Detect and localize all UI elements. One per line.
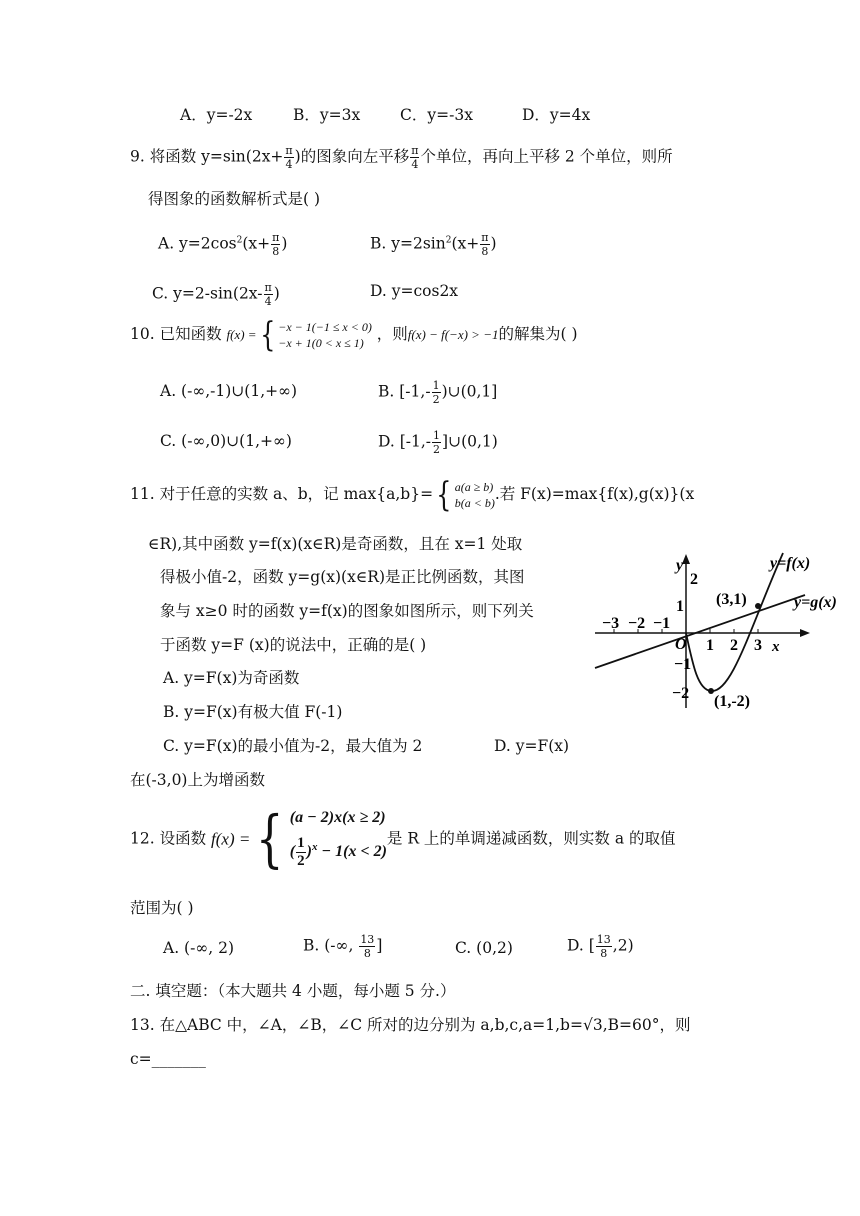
x-axis-label: x bbox=[772, 639, 780, 655]
q10-option-b: B. [-1,- $\frac{1}{2}$ )∪(0,1] bbox=[378, 379, 498, 406]
q10-option-d: D. [-1,- $\frac{1}{2}$ ]∪(0,1) bbox=[378, 429, 498, 456]
q8-option-b: B．y=3x bbox=[293, 106, 361, 124]
q9-stem: 9. 将函数 y=sin(2x+ $\frac{\pi}{4}$ )的图象向左平移 $\frac{\pi}{4}$ 个单位，再向上平移 2 个单位，则所 bbox=[130, 144, 673, 171]
q11-option-a: A. y=F(x)为奇函数 bbox=[163, 669, 300, 687]
q12-stem: 12. 设函数 f(x) ={ (a − 2)x(x ≥ 2) ( $\frac{1}{2}$ )$^x$ − 1(x < 2) 是 R 上的单调递减函数，则实数 a 的取值 bbox=[130, 802, 676, 875]
svg-text:−1: −1 bbox=[674, 656, 692, 673]
q8-option-a: A．y=-2x bbox=[180, 106, 253, 124]
svg-text:−3: −3 bbox=[602, 615, 620, 632]
y-axis-label: y bbox=[676, 557, 684, 574]
function-graph bbox=[590, 548, 852, 716]
origin-label: O bbox=[675, 636, 687, 653]
q11-option-d-continued: 在(-3,0)上为增函数 bbox=[130, 771, 265, 789]
q12-option-a: A. (-∞, 2) bbox=[163, 939, 235, 957]
q11-option-d: D. y=F(x) bbox=[494, 737, 570, 755]
f-curve bbox=[686, 553, 783, 691]
svg-text:2: 2 bbox=[730, 637, 738, 654]
q11-option-c: C. y=F(x)的最小值为-2，最大值为 2 bbox=[163, 737, 423, 755]
piecewise-brace: { bbox=[256, 802, 284, 875]
svg-text:−1: −1 bbox=[653, 615, 671, 632]
q11-line3: 得极小值-2，函数 y=g(x)(x∈R)是正比例函数，其图 bbox=[160, 568, 525, 586]
q11-stem: 11. 对于任意的实数 a、b，记 max{a,b}={ a(a ≥ b) b(a < b) .若 F(x)=max{f(x),g(x)}(x bbox=[130, 475, 695, 515]
q11-option-b: B. y=F(x)有极大值 F(-1) bbox=[163, 703, 343, 721]
max-brace: { bbox=[436, 475, 452, 515]
q8-option-c: C．y=-3x bbox=[400, 106, 473, 124]
q11-line2: ∈R),其中函数 y=f(x)(x∈R)是奇函数，且在 x=1 处取 bbox=[148, 535, 523, 553]
section-heading: 二. 填空题：（本大题共 4 小题，每小题 5 分.） bbox=[130, 982, 456, 1000]
svg-text:−2: −2 bbox=[672, 685, 690, 702]
q8-option-d: D．y=4x bbox=[522, 106, 591, 124]
y-axis-arrow-icon bbox=[682, 554, 690, 564]
q9-option-c: C. y=2-sin(2x- $\frac{\pi}{4}$ ) bbox=[152, 281, 280, 308]
point-3-1-label: (3,1) bbox=[716, 591, 747, 608]
q10-stem: 10. 已知函数 f(x) ={ −x − 1(−1 ≤ x < 0) −x + 1(0 < x ≤ 1) ，则f(x) − f(−x) > −1的解集为( ) bbox=[130, 315, 578, 355]
q9-stem-line2: 得图象的函数解析式是( ) bbox=[148, 190, 321, 208]
q9-option-d: D. y=cos2x bbox=[370, 282, 459, 300]
x-axis-arrow-icon bbox=[800, 629, 810, 637]
svg-text:1: 1 bbox=[706, 637, 714, 654]
q11-line4: 象与 x≥0 时的函数 y=f(x)的图象如图所示，则下列关 bbox=[160, 602, 534, 620]
q12-line2: 范围为( ) bbox=[130, 899, 194, 917]
pi-over-4-fraction: $\frac{\pi}{4}$ bbox=[411, 144, 419, 171]
q12-option-c: C. (0,2) bbox=[455, 939, 513, 957]
piecewise-brace: { bbox=[259, 315, 275, 355]
q11-line5: 于函数 y=F (x)的说法中，正确的是( ) bbox=[160, 636, 427, 654]
q12-option-b: B. (-∞, $\frac{13}{8}$ ] bbox=[303, 933, 383, 960]
pi-over-4-fraction: $\frac{\pi}{4}$ bbox=[285, 144, 293, 171]
g-line bbox=[595, 595, 805, 668]
point-1-neg2-label: (1,-2) bbox=[714, 693, 750, 710]
sqrt-3: √3 bbox=[582, 1016, 603, 1034]
q13-stem: 13. 在△ABC 中，∠A，∠B，∠C 所对的边分别为 a,b,c,a=1,b=√3,B=60°，则 bbox=[130, 1016, 691, 1034]
q9-option-a: A. $y=2\cos^2(x+$ $\frac{\pi}{8}$ ) bbox=[158, 231, 288, 258]
q9-option-b: B. $y=2\sin^2(x+$ $\frac{\pi}{8}$ ) bbox=[370, 231, 497, 258]
svg-text:3: 3 bbox=[754, 637, 762, 654]
point-3-1 bbox=[755, 603, 761, 609]
svg-text:2: 2 bbox=[690, 571, 698, 588]
svg-text:−2: −2 bbox=[628, 615, 646, 632]
fx-label: y=f(x) bbox=[770, 555, 811, 572]
gx-label: y=g(x) bbox=[794, 594, 837, 611]
svg-text:1: 1 bbox=[676, 598, 684, 615]
q10-option-a: A. (-∞,-1)∪(1,+∞) bbox=[160, 382, 298, 400]
q13-answer-blank: c=_______ bbox=[130, 1050, 206, 1068]
q10-option-c: C. (-∞,0)∪(1,+∞) bbox=[160, 432, 292, 450]
q12-option-d: D. [ $\frac{13}{8}$ ,2) bbox=[567, 933, 634, 960]
